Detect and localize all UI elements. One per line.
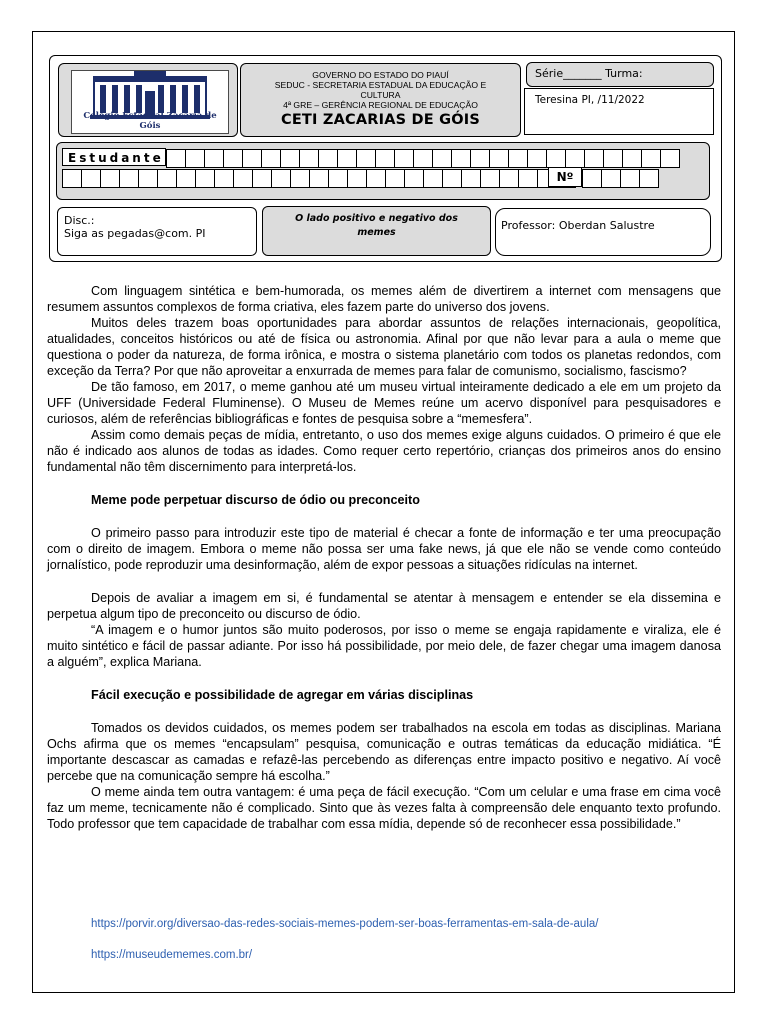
grid-cell[interactable] — [310, 170, 329, 188]
grid-cell[interactable] — [623, 150, 642, 168]
reference-link[interactable]: https://porvir.org/diversao-das-redes-sociais-memes-podem-ser-boas-ferramentas-em-sala-de-aula/ — [91, 918, 599, 930]
student-name-grid[interactable] — [166, 149, 680, 168]
gov-line: 4ª GRE – GERÊNCIA REGIONAL DE EDUCAÇÃO — [283, 100, 478, 110]
number-label: Nº — [548, 167, 582, 187]
grid-cell[interactable] — [376, 150, 395, 168]
grid-cell[interactable] — [101, 170, 120, 188]
paragraph: O primeiro passo para introduzir este tipo de material é checar a fonte de informação e ter uma preocupação com o direito de imagem. Embora o meme não possa ser uma fake news, já que ele não se vende como conteúdo jornalístico, pode reproduzir uma desinformação, além de expor pessoas a situações ridículas na internet. — [47, 526, 721, 572]
grid-cell[interactable] — [367, 170, 386, 188]
paragraph: Muitos deles trazem boas oportunidades para abordar assuntos de relações internacionais, geopolítica, atualidades, conceitos históricos ou até de física ou astronomia. Afinal por que não levar para a aula o meme que questiona o poder da natureza, de forma irônica, e mostra o sistema planetário com todos os planetas redondos, com exceção da Terra? Por que não aproveitar a enxurrada de memes para falar de comunismo, socialismo, fascismo? — [47, 316, 721, 378]
grid-cell[interactable] — [433, 150, 452, 168]
grid-cell[interactable] — [167, 150, 186, 168]
grid-cell[interactable] — [357, 150, 376, 168]
paragraph: “A imagem e o humor juntos são muito poderosos, por isso o meme se engaja rapidamente e viraliza, ele é muito sintético e fácil de passar adiante. Por isso há possibilidade, por meio dele, de fazer chegar uma imagem danosa a alguém”, explica Mariana. — [47, 623, 721, 669]
school-logo — [71, 70, 229, 134]
grid-cell[interactable] — [661, 150, 680, 168]
grid-cell[interactable] — [139, 170, 158, 188]
logo-caption: Colégio Estadual Zacaria de Góis — [83, 111, 217, 131]
grid-cell[interactable] — [386, 170, 405, 188]
gov-line: GOVERNO DO ESTADO DO PIAUÍ — [312, 70, 449, 80]
grid-cell[interactable] — [158, 170, 177, 188]
student-number-grid[interactable] — [582, 169, 659, 188]
topic-title: O lado positivo e negativo dos memes — [262, 206, 491, 256]
grid-cell[interactable] — [509, 150, 528, 168]
discipline-label: Disc.: — [64, 214, 95, 227]
grid-cell[interactable] — [519, 170, 538, 188]
grid-cell[interactable] — [602, 170, 621, 188]
grid-cell[interactable] — [424, 170, 443, 188]
grid-cell[interactable] — [471, 150, 490, 168]
grid-cell[interactable] — [462, 170, 481, 188]
paragraph: Assim como demais peças de mídia, entretanto, o uso dos memes exige alguns cuidados. O primeiro é que ele não é indicado aos alunos de todas as idades. Como requer certo repertório, crianças dos primeiros anos do ensino fundamental não têm discernimento para interpretá-los. — [47, 428, 721, 474]
grid-cell[interactable] — [253, 170, 272, 188]
grid-cell[interactable] — [500, 170, 519, 188]
grid-cell[interactable] — [583, 170, 602, 188]
paragraph: Com linguagem sintética e bem-humorada, os memes além de divertirem a internet com mensagens que resumem assuntos complexos de forma criativa, eles fazem parte do universo dos jovens. — [47, 284, 721, 314]
paragraph: De tão famoso, em 2017, o meme ganhou até um museu virtual inteiramente dedicado a ele em um projeto da UFF (Universidade Federal Fluminense). O Museu de Memes reúne um acervo disponível para pesquisadores e curiosos, além de referências bibliográficas e fontes de pesquisa sobre a “memesfera”. — [47, 380, 721, 426]
grid-cell[interactable] — [443, 170, 462, 188]
grid-cell[interactable] — [82, 170, 101, 188]
government-header — [240, 63, 521, 137]
grid-cell[interactable] — [224, 150, 243, 168]
grid-cell[interactable] — [329, 170, 348, 188]
grid-cell[interactable] — [405, 170, 424, 188]
grid-cell[interactable] — [205, 150, 224, 168]
grid-cell[interactable] — [395, 150, 414, 168]
grid-cell[interactable] — [300, 150, 319, 168]
grid-cell[interactable] — [481, 170, 500, 188]
discipline-value: Siga as pegadas@com. PI — [64, 227, 206, 240]
grid-cell[interactable] — [338, 150, 357, 168]
grid-cell[interactable] — [604, 150, 623, 168]
grid-cell[interactable] — [234, 170, 253, 188]
student-name-grid-2[interactable] — [62, 169, 576, 188]
reference-link[interactable]: https://museudememes.com.br/ — [91, 949, 253, 961]
references — [91, 918, 598, 980]
paragraph: Tomados os devidos cuidados, os memes podem ser trabalhados na escola em todas as disciplinas. Mariana Ochs afirma que os memes “encapsulam” pesquisa, comunicação e outras temáticas da educação midiática. “É importante descascar as camadas e refazê-las percebendo as diferenças entre impacto positivo e negativo. Aí você percebe que na comunicação sempre há escolha.” — [47, 721, 721, 783]
grid-cell[interactable] — [215, 170, 234, 188]
student-label: Estudante — [62, 148, 166, 166]
grid-cell[interactable] — [640, 170, 659, 188]
grid-cell[interactable] — [120, 170, 139, 188]
school-name: CETI ZACARIAS DE GÓIS — [280, 112, 480, 128]
paragraph: Depois de avaliar a imagem em si, é fundamental se atentar à mensagem e entender se ela dissemina e perpetua algum tipo de preconceito ou discurso de ódio. — [47, 591, 721, 621]
grid-cell[interactable] — [177, 170, 196, 188]
grid-cell[interactable] — [196, 170, 215, 188]
grid-cell[interactable] — [414, 150, 433, 168]
paragraph: O meme ainda tem outra vantagem: é uma peça de fácil execução. “Com um celular e uma frase em cima você faz um meme, tecnicamente não é complicado. Sinto que às vezes falta à compreensão dele enquanto texto profundo. Todo professor que tem capacidade de trabalhar com essa mídia, depende só de reconhecer essa possibilidade.” — [47, 785, 721, 831]
grid-cell[interactable] — [528, 150, 547, 168]
professor-field: Professor: Oberdan Salustre — [495, 208, 711, 256]
logo-panel — [58, 63, 238, 137]
grid-cell[interactable] — [585, 150, 604, 168]
grid-cell[interactable] — [621, 170, 640, 188]
grid-cell[interactable] — [566, 150, 585, 168]
gov-line: CULTURA — [360, 90, 401, 100]
grid-cell[interactable] — [490, 150, 509, 168]
grid-cell[interactable] — [63, 170, 82, 188]
grid-cell[interactable] — [272, 170, 291, 188]
grid-cell[interactable] — [186, 150, 205, 168]
grid-cell[interactable] — [262, 150, 281, 168]
section-heading: Meme pode perpetuar discurso de ódio ou preconceito — [91, 493, 420, 507]
date-field[interactable]: Teresina PI, /11/2022 — [524, 88, 714, 135]
grid-cell[interactable] — [547, 150, 566, 168]
section-heading: Fácil execução e possibilidade de agregar em várias disciplinas — [91, 688, 474, 702]
article-body — [47, 283, 721, 832]
grid-cell[interactable] — [291, 170, 310, 188]
grid-cell[interactable] — [319, 150, 338, 168]
serie-turma-field[interactable]: Série_______ Turma: — [526, 62, 714, 87]
gov-line: SEDUC - SECRETARIA ESTADUAL DA EDUCAÇÃO E — [274, 80, 487, 90]
discipline-field[interactable] — [57, 207, 257, 256]
grid-cell[interactable] — [281, 150, 300, 168]
grid-cell[interactable] — [642, 150, 661, 168]
grid-cell[interactable] — [348, 170, 367, 188]
grid-cell[interactable] — [243, 150, 262, 168]
grid-cell[interactable] — [452, 150, 471, 168]
